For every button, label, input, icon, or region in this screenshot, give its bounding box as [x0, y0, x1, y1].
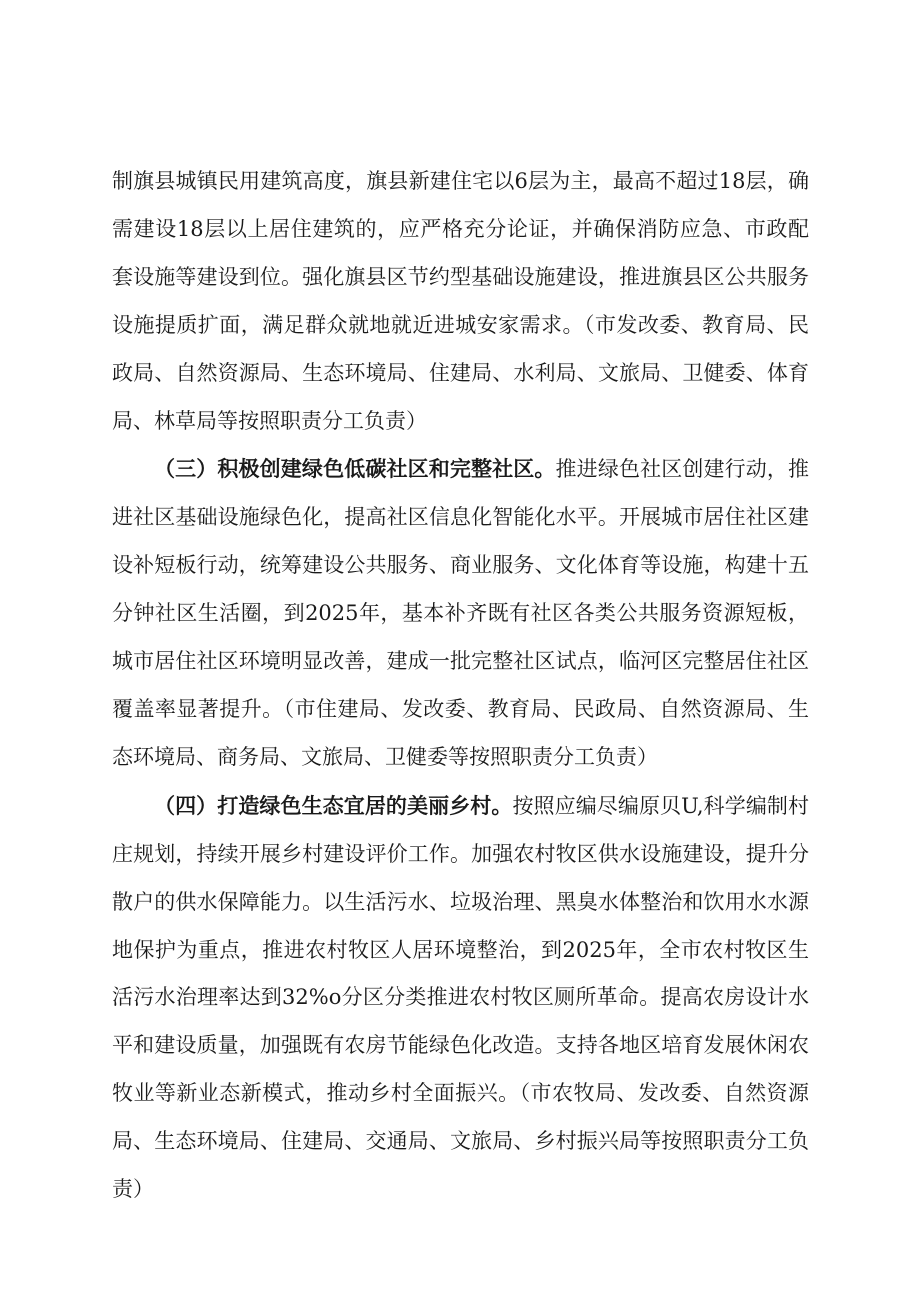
- paragraph-continuation-text: 制旗县城镇民用建筑高度，旗县新建住宅以6层为主，最高不超过18层，确需建设18层以上居住建筑的，应严格充分论证，并确保消防应急、市政配套设施等建设到位。强化旗县区节约型基础设施建设，推进旗县区公共服务设施提质扩面，满足群众就地就近进城安家需求。（市发改委、教育局、民政局、自然资源局、生态环境局、住建局、水利局、文旅局、卫健委、体育局、林草局等按照职责分工负责）: [112, 169, 809, 433]
- section-3-body: 推进绿色社区创建行动，推进社区基础设施绿色化，提高社区信息化智能化水平。开展城市居住社区建设补短板行动，统筹建设公共服务、商业服务、文化体育等设施，构建十五分钟社区生活圈，到2025年，基本补齐既有社区各类公共服务资源短板，城市居住社区环境明显改善，建成一批完整社区试点，临河区完整居住社区覆盖率显著提升。（市住建局、发改委、教育局、民政局、自然资源局、生态环境局、商务局、文旅局、卫健委等按照职责分工负责）: [112, 457, 810, 769]
- document-body: [112, 158, 809, 1214]
- paragraph-section-3: [112, 445, 809, 781]
- paragraph-section-4: [112, 782, 809, 1214]
- section-3-heading: （三）积极创建绿色低碳社区和完整社区。: [154, 456, 556, 482]
- section-4-body: 按照应编尽编原贝U,科学编制村庄规划，持续开展乡村建设评价工作。加强农村牧区供水设施建设，提升分散户的供水保障能力。以生活污水、垃圾治理、黑臭水体整治和饮用水水源地保护为重点，推进农村牧区人居环境整治，到2025年，全市农村牧区生活污水治理率达到32%o分区分类推进农村牧区厕所革命。提高农房设计水平和建设质量，加强既有农房节能绿色化改造。支持各地区培育发展休闲农牧业等新业态新模式，推动乡村全面振兴。（市农牧局、发改委、自然资源局、生态环境局、住建局、交通局、文旅局、乡村振兴局等按照职责分工负责）: [112, 793, 810, 1202]
- section-4-heading: （四）打造绿色生态宜居的美丽乡村。: [154, 792, 513, 818]
- paragraph-continuation: [112, 158, 809, 445]
